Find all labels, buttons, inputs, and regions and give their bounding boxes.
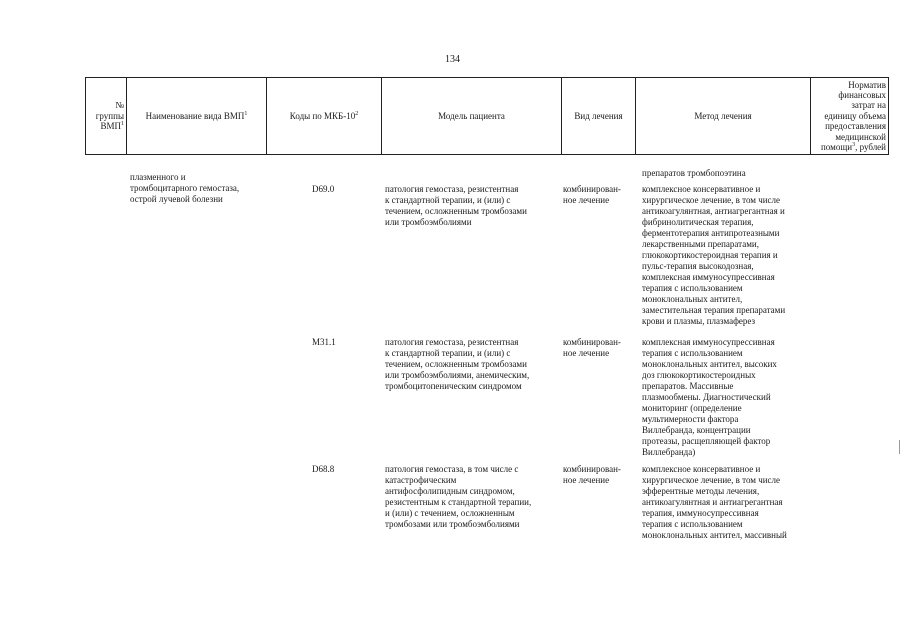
header-patient-model-label: Модель пациента <box>438 110 505 121</box>
icd-code: D68.8 <box>312 464 335 474</box>
footnote-marker: 3 <box>852 141 856 148</box>
footnote-marker: 1 <box>121 121 124 128</box>
treatment-method-text: комплексное консервативное и хирургическое лечение, в том числе эфферентные методы лечения, антикоагулянтная и антиагрегантная терапия, иммуносупрессивная терапия с использованием моноклональных антител, массивный <box>642 464 787 540</box>
header-vmp-name-label: Наименование вида ВМП <box>145 110 245 121</box>
header-financial-norm-label: Норматив финансовых затрат на единицу объема предоставления медицинской помощи <box>820 79 886 152</box>
header-treatment-method-label: Метод лечения <box>694 110 752 121</box>
table-header <box>85 77 889 155</box>
header-icd-codes-label: Коды по МКБ-10 <box>289 110 356 121</box>
header-group-number <box>86 78 127 155</box>
header-financial-norm-tail: , рублей <box>855 141 886 152</box>
header-treatment-kind <box>562 78 636 155</box>
header-icd-codes <box>267 78 382 155</box>
header-patient-model <box>382 78 562 155</box>
header-treatment-method <box>636 78 811 155</box>
icd-code: D69.0 <box>312 184 335 194</box>
page-number: 134 <box>445 54 460 65</box>
scan-edge-mark <box>899 440 900 454</box>
treatment-kind-text: комбинирован- ное лечение <box>563 184 621 205</box>
treatment-kind-text: комбинирован- ное лечение <box>563 337 621 358</box>
treatment-method-text: комплексное консервативное и хирургическое лечение, в том числе антикоагулянтная, антиагрегантная и фибринолитическая терапия, ферментотерапия антипротеазными лекарственными препаратами, глюкокортикостероидная терапия и пульс-терапия высокодозная, комплексная иммуносупрессивная терапия с использованием моноклональных антител, заместительная терапия препаратами крови и плазмы, плазмаферез <box>642 184 786 326</box>
footnote-marker: 2 <box>355 110 359 117</box>
treatment-kind-text: комбинирован- ное лечение <box>563 464 621 485</box>
icd-code: M31.1 <box>312 337 336 347</box>
header-vmp-name <box>127 78 267 155</box>
patient-model-text: патология гемостаза, резистентная к стандартной терапии, и (или) с течением, осложненным тромбозами или тромбоэмболиями <box>385 184 527 227</box>
vmp-name-text: плазменного и тромбоцитарного гемостаза, острой лучевой болезни <box>130 172 240 204</box>
trailing-method-text: препаратов тромбопоэтина <box>642 168 746 178</box>
patient-model-text: патология гемостаза, в том числе с катастрофическим антифосфолипидным синдромом, резистентным к стандартной терапии, и (или) с течением, осложненным тромбозами или тромбоэмболиями <box>385 464 532 529</box>
header-group-number-label: № группы ВМП <box>95 100 124 132</box>
header-treatment-kind-label: Вид лечения <box>574 110 623 121</box>
header-financial-norm <box>811 78 889 155</box>
treatment-method-text: комплексная иммуносупрессивная терапия с использованием моноклональных антител, высоких доз глюкокортикостероидных препаратов. Массивные плазмообмены. Диагностический мониторинг (определение мультимерности фактора Виллебранда, концентрации протеазы, расщепляющей фактор Виллебранда) <box>642 337 777 457</box>
patient-model-text: патология гемостаза, резистентная к стандартной терапии, и (или) с течением, осложненным тромбозами или тромбоэмболиями, анемическим, тромбоцитопеническим синдромом <box>385 337 530 391</box>
footnote-marker: 1 <box>244 110 248 117</box>
